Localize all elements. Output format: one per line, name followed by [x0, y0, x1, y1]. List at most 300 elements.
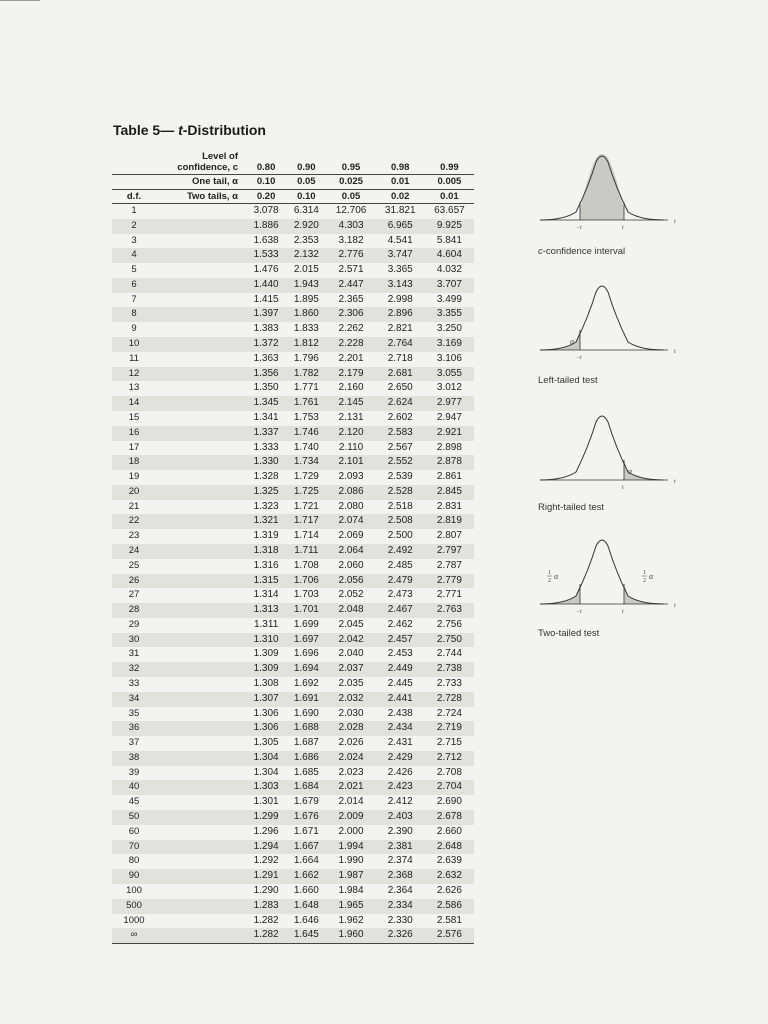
table-row [112, 322, 474, 337]
critical-value-cell: 2.586 [425, 899, 474, 914]
critical-value-cell: 1.319 [253, 530, 279, 542]
table-row [112, 721, 474, 736]
df-cell: 45 [128, 796, 140, 808]
df-cell: 27 [128, 589, 140, 601]
critical-value-cell: 1.323 [253, 500, 279, 512]
two-tailed-caption: Two-tailed test [538, 628, 600, 639]
critical-value-cell: 2.457 [376, 633, 425, 648]
table-row [112, 884, 474, 899]
half-denominator-right: 2 [643, 578, 646, 584]
critical-value-cell: 1.301 [253, 796, 279, 808]
neg-t-label: −t [576, 609, 582, 615]
table-row [112, 204, 474, 219]
critical-value-cell: 1.345 [246, 396, 286, 411]
critical-value-cell: 63.657 [434, 205, 465, 216]
table-row [112, 603, 474, 618]
df-cell: 80 [128, 855, 140, 867]
critical-value-cell: 2.821 [387, 323, 413, 335]
critical-value-cell: 1.476 [253, 264, 279, 276]
critical-value-cell: 1.383 [253, 323, 279, 335]
df-cell: 9 [131, 323, 137, 335]
critical-value-cell: 1.782 [286, 367, 326, 382]
critical-value-cell: 1.699 [293, 618, 319, 630]
critical-value-cell: 1.960 [326, 928, 375, 943]
shaded-right-tail [624, 584, 664, 604]
table-row [112, 352, 474, 367]
df-cell: 50 [112, 810, 156, 825]
critical-value-cell: 1.311 [253, 618, 279, 630]
critical-value-cell: 2.479 [376, 574, 425, 589]
critical-value-cell: 2.145 [326, 396, 375, 411]
critical-value-cell: 1.282 [246, 928, 286, 943]
df-cell: 23 [128, 530, 140, 542]
df-cell: 25 [128, 559, 140, 571]
critical-value-cell: 1.299 [246, 810, 286, 825]
critical-value-cell: 2.896 [376, 307, 425, 322]
critical-value-cell: 1.761 [286, 396, 326, 411]
table-row [112, 795, 474, 810]
critical-value-cell: 2.681 [376, 367, 425, 382]
critical-value-cell: 2.429 [376, 751, 425, 766]
df-cell: 6 [112, 278, 156, 293]
table-row [112, 780, 474, 795]
critical-value-cell: 1.328 [253, 471, 279, 483]
critical-value-cell: 1.746 [286, 426, 326, 441]
critical-value-cell: 2.306 [326, 307, 375, 322]
confidence-label: Level of confidence, c [177, 151, 238, 173]
critical-value-cell: 2.431 [387, 737, 413, 749]
critical-value-cell: 2.110 [338, 441, 364, 453]
critical-value-cell: 2.787 [436, 559, 462, 571]
table-row [112, 736, 474, 751]
critical-value-cell: 1.714 [293, 530, 319, 542]
critical-value-cell: 2.744 [436, 648, 462, 660]
critical-value-cell: 1.833 [293, 323, 319, 335]
df-cell: 20 [112, 485, 156, 500]
critical-value-cell: 1.696 [293, 648, 319, 660]
critical-value-cell: 2.581 [436, 914, 462, 926]
df-cell: 500 [112, 899, 156, 914]
critical-value-cell: 5.841 [436, 234, 462, 246]
table-row [112, 293, 474, 308]
critical-value-cell: 1.660 [293, 884, 319, 896]
critical-value-cell: 1.294 [246, 840, 286, 855]
df-header: d.f. [112, 189, 156, 204]
critical-value-cell: 2.756 [436, 618, 462, 630]
critical-value-cell: 1.725 [286, 485, 326, 500]
table-row [112, 219, 474, 234]
table-row [112, 367, 474, 382]
axis-t-label: t [674, 349, 676, 355]
df-cell: 33 [128, 678, 140, 689]
one-tail-value: 0.01 [376, 175, 425, 190]
critical-value-cell: 1.708 [293, 559, 319, 571]
critical-value-cell: 2.776 [326, 248, 375, 263]
df-cell: 1 [131, 205, 137, 216]
df-cell: 2 [112, 219, 156, 234]
df-cell: 22 [112, 514, 156, 529]
critical-value-cell: 2.552 [376, 455, 425, 470]
critical-value-cell: 2.074 [326, 514, 375, 529]
critical-value-cell: 2.093 [338, 471, 364, 483]
critical-value-cell: 2.037 [326, 662, 375, 677]
table-row [112, 707, 474, 722]
critical-value-cell: 2.040 [338, 648, 364, 660]
critical-value-cell: 2.426 [387, 766, 413, 778]
critical-value-cell: 2.708 [436, 766, 462, 778]
critical-value-cell: 1.304 [253, 766, 279, 778]
critical-value-cell: 2.473 [387, 589, 413, 601]
critical-value-cell: 1.306 [246, 721, 286, 736]
critical-value-cell: 4.604 [425, 248, 474, 263]
critical-value-cell: 2.764 [376, 337, 425, 352]
critical-value-cell: 2.845 [425, 485, 474, 500]
title-suffix: -Distribution [182, 122, 266, 138]
critical-value-cell: 2.132 [286, 248, 326, 263]
one-tail-value: 0.025 [326, 175, 375, 190]
df-cell: 24 [112, 544, 156, 559]
critical-value-cell: 2.771 [436, 589, 462, 601]
critical-value-cell: 2.438 [387, 707, 413, 719]
table-row [112, 766, 474, 781]
header-row-confidence [112, 149, 474, 175]
critical-value-cell: 2.030 [338, 707, 364, 719]
critical-value-cell: 1.638 [253, 234, 279, 246]
df-cell: 12 [112, 367, 156, 382]
critical-value-cell: 2.977 [425, 396, 474, 411]
critical-value-cell: 2.228 [326, 337, 375, 352]
critical-value-cell: 2.576 [425, 928, 474, 943]
critical-value-cell: 1.282 [253, 914, 279, 926]
critical-value-cell: 1.305 [253, 737, 279, 749]
critical-value-cell: 2.390 [387, 825, 413, 837]
critical-value-cell: 2.626 [436, 884, 462, 896]
critical-value-cell: 1.706 [286, 574, 326, 589]
critical-value-cell: 1.943 [286, 278, 326, 293]
critical-value-cell: 2.015 [293, 264, 319, 276]
critical-value-cell: 2.086 [326, 485, 375, 500]
critical-value-cell: 2.779 [425, 574, 474, 589]
df-cell: ∞ [112, 928, 156, 943]
half-numerator-left: 1 [548, 570, 551, 576]
critical-value-cell: 1.684 [286, 780, 326, 795]
table-row [112, 692, 474, 707]
critical-value-cell: 1.697 [286, 633, 326, 648]
critical-value-cell: 2.453 [387, 648, 413, 660]
critical-value-cell: 2.449 [376, 662, 425, 677]
critical-value-cell: 2.069 [338, 530, 364, 542]
two-tails-value: 0.10 [286, 189, 326, 204]
t-distribution-table [112, 149, 474, 944]
neg-t-label: −t [576, 355, 582, 360]
right-tailed-diagram [536, 408, 686, 490]
critical-value-cell: 1.895 [293, 293, 319, 305]
table-row [112, 337, 474, 352]
critical-value-cell: 3.169 [425, 337, 474, 352]
confidence-caption: c-confidence interval [538, 246, 626, 257]
confidence-interval-diagram [536, 148, 686, 230]
critical-value-cell: 2.026 [338, 737, 364, 749]
critical-value-cell: 3.355 [425, 307, 474, 322]
critical-value-cell: 1.734 [286, 455, 326, 470]
half-denominator-left: 2 [548, 578, 551, 584]
df-cell: 38 [112, 751, 156, 766]
critical-value-cell: 2.738 [425, 662, 474, 677]
critical-value-cell: 2.715 [436, 737, 462, 749]
critical-value-cell: 2.648 [425, 840, 474, 855]
table-row [112, 677, 474, 692]
critical-value-cell: 2.602 [387, 411, 413, 423]
critical-value-cell: 2.374 [387, 855, 413, 867]
df-cell: 60 [128, 825, 140, 837]
critical-value-cell: 2.733 [436, 678, 462, 689]
two-tails-value: 0.05 [326, 189, 375, 204]
table-row [112, 647, 474, 662]
critical-value-cell: 2.021 [326, 780, 375, 795]
critical-value-cell: 1.990 [338, 855, 364, 867]
critical-value-cell: 2.467 [376, 603, 425, 618]
critical-value-cell: 2.441 [376, 692, 425, 707]
left-tailed-caption: Left-tailed test [538, 375, 598, 386]
critical-value-cell: 1.341 [253, 411, 279, 423]
critical-value-cell: 2.056 [326, 574, 375, 589]
critical-value-cell: 2.131 [338, 411, 364, 423]
confidence-value: 0.90 [297, 162, 316, 173]
table-row [112, 559, 474, 574]
critical-value-cell: 1.306 [253, 707, 279, 719]
critical-value-cell: 1.315 [246, 574, 286, 589]
critical-value-cell: 2.485 [387, 559, 413, 571]
critical-value-cell: 12.706 [335, 205, 367, 216]
critical-value-cell: 1.703 [293, 589, 319, 601]
critical-value-cell: 1.397 [246, 307, 286, 322]
table-row [112, 544, 474, 559]
critical-value-cell: 2.353 [293, 234, 319, 246]
critical-value-cell: 2.528 [376, 485, 425, 500]
confidence-value: 0.98 [390, 162, 410, 173]
critical-value-cell: 2.048 [326, 603, 375, 618]
table-row [112, 278, 474, 293]
df-cell: 37 [128, 737, 140, 749]
critical-value-cell: 2.101 [326, 455, 375, 470]
critical-value-cell: 2.381 [376, 840, 425, 855]
critical-value-cell: 1.796 [293, 352, 319, 364]
critical-value-cell: 3.747 [376, 248, 425, 263]
critical-value-cell: 1.304 [246, 751, 286, 766]
critical-value-cell: 1.314 [253, 589, 279, 601]
df-cell: 3 [131, 234, 137, 246]
df-cell: 19 [128, 471, 140, 483]
critical-value-cell: 2.878 [425, 455, 474, 470]
critical-value-cell: 2.624 [376, 396, 425, 411]
table-row [112, 914, 474, 929]
critical-value-cell: 1.292 [253, 855, 279, 867]
critical-value-cell: 2.334 [376, 899, 425, 914]
critical-value-cell: 6.965 [376, 219, 425, 234]
right-tailed-caption: Right-tailed test [538, 502, 605, 513]
critical-value-cell: 1.325 [246, 485, 286, 500]
df-cell: 35 [128, 707, 140, 719]
critical-value-cell: 2.920 [286, 219, 326, 234]
table-row [112, 588, 474, 603]
critical-value-cell: 2.508 [376, 514, 425, 529]
confidence-value: 0.95 [341, 162, 361, 173]
critical-value-cell: 4.032 [436, 264, 462, 276]
table-row [112, 899, 474, 914]
confidence-value: 0.80 [256, 162, 276, 173]
table-row [112, 840, 474, 855]
df-cell: 30 [112, 633, 156, 648]
critical-value-cell: 4.541 [387, 234, 413, 246]
df-cell: 32 [112, 662, 156, 677]
df-cell: 17 [128, 441, 140, 453]
critical-value-cell: 3.182 [338, 234, 364, 246]
df-cell: 13 [128, 382, 140, 394]
pos-t-label: t [622, 609, 624, 615]
df-cell: 11 [129, 352, 139, 364]
table-row [112, 662, 474, 677]
df-cell: 36 [112, 721, 156, 736]
header-row-one-tail [112, 175, 474, 190]
table-row [112, 514, 474, 529]
critical-value-cell: 1.303 [246, 780, 286, 795]
critical-value-cell: 2.690 [436, 796, 462, 808]
critical-value-cell: 2.403 [376, 810, 425, 825]
critical-value-cell: 1.440 [246, 278, 286, 293]
df-cell: 5 [131, 264, 137, 276]
critical-value-cell: 2.462 [387, 618, 413, 630]
df-cell: 26 [112, 574, 156, 589]
critical-value-cell: 1.711 [286, 544, 326, 559]
critical-value-cell: 1.721 [293, 500, 319, 512]
one-tail-value: 0.005 [425, 175, 474, 190]
bell-curve [540, 416, 664, 480]
axis-t-label: t [674, 479, 676, 485]
critical-value-cell: 2.718 [387, 352, 413, 364]
two-tails-value: 0.20 [246, 189, 286, 204]
critical-value-cell: 1.308 [253, 678, 279, 689]
critical-value-cell: 1.860 [286, 307, 326, 322]
df-cell: 39 [128, 766, 140, 778]
critical-value-cell: 1.691 [286, 692, 326, 707]
critical-value-cell: 2.045 [338, 618, 364, 630]
table-row [112, 307, 474, 322]
critical-value-cell: 1.729 [293, 471, 319, 483]
critical-value-cell: 2.921 [425, 426, 474, 441]
critical-value-cell: 1.701 [286, 603, 326, 618]
critical-value-cell: 2.368 [376, 869, 425, 884]
critical-value-cell: 1.694 [286, 662, 326, 677]
critical-value-cell: 2.330 [387, 914, 413, 926]
page-edge-line [0, 0, 40, 1]
critical-value-cell: 2.028 [326, 721, 375, 736]
critical-value-cell: 1.717 [286, 514, 326, 529]
table-row [112, 751, 474, 766]
critical-value-cell: 2.423 [376, 780, 425, 795]
critical-value-cell: 1.886 [246, 219, 286, 234]
critical-value-cell: 3.055 [425, 367, 474, 382]
critical-value-cell: 1.965 [326, 899, 375, 914]
df-cell: 70 [112, 840, 156, 855]
critical-value-cell: 1.356 [246, 367, 286, 382]
critical-value-cell: 2.064 [326, 544, 375, 559]
header-row-two-tails [112, 189, 474, 204]
critical-value-cell: 1.686 [286, 751, 326, 766]
critical-value-cell: 1.685 [293, 766, 319, 778]
critical-value-cell: 2.678 [425, 810, 474, 825]
critical-value-cell: 9.925 [425, 219, 474, 234]
critical-value-cell: 2.797 [425, 544, 474, 559]
axis-t-label: t [674, 219, 676, 225]
critical-value-cell: 2.831 [436, 500, 462, 512]
alpha-label: α [628, 467, 633, 476]
table-body [112, 204, 474, 944]
one-tail-value: 0.05 [286, 175, 326, 190]
table-row [112, 426, 474, 441]
critical-value-cell: 3.143 [376, 278, 425, 293]
table-row [112, 455, 474, 470]
two-tailed-diagram [536, 532, 686, 618]
critical-value-cell: 2.660 [436, 825, 462, 837]
critical-value-cell: 3.250 [436, 323, 462, 335]
critical-value-cell: 1.676 [286, 810, 326, 825]
df-cell: 21 [128, 500, 140, 512]
critical-value-cell: 3.012 [436, 382, 462, 394]
critical-value-cell: 3.707 [425, 278, 474, 293]
df-cell: 40 [112, 780, 156, 795]
critical-value-cell: 2.179 [326, 367, 375, 382]
critical-value-cell: 2.712 [425, 751, 474, 766]
critical-value-cell: 1.753 [293, 411, 319, 423]
one-tail-value: 0.10 [246, 175, 286, 190]
critical-value-cell: 4.303 [326, 219, 375, 234]
table-row [112, 825, 474, 840]
critical-value-cell: 3.365 [387, 264, 413, 276]
critical-value-cell: 2.571 [338, 264, 364, 276]
pos-t-label: t [622, 485, 624, 490]
critical-value-cell: 1.313 [246, 603, 286, 618]
critical-value-cell: 2.724 [436, 707, 462, 719]
critical-value-cell: 2.000 [338, 825, 364, 837]
alpha-label: α [570, 337, 575, 346]
table-row [112, 396, 474, 411]
critical-value-cell: 2.365 [338, 293, 364, 305]
critical-value-cell: 6.314 [293, 205, 319, 216]
critical-value-cell: 2.447 [326, 278, 375, 293]
critical-value-cell: 2.750 [425, 633, 474, 648]
left-tailed-diagram [536, 278, 686, 360]
table-row [112, 869, 474, 884]
table-row [112, 381, 474, 396]
table-row [112, 441, 474, 456]
critical-value-cell: 1.309 [253, 648, 279, 660]
df-cell: 34 [112, 692, 156, 707]
table-row [112, 500, 474, 515]
critical-value-cell: 2.998 [387, 293, 413, 305]
critical-value-cell: 31.821 [384, 205, 416, 216]
critical-value-cell: 1.690 [293, 707, 319, 719]
critical-value-cell: 2.719 [425, 721, 474, 736]
critical-value-cell: 1.318 [246, 544, 286, 559]
df-cell: 4 [112, 248, 156, 263]
critical-value-cell: 1.307 [246, 692, 286, 707]
bell-curve [540, 286, 664, 350]
critical-value-cell: 2.500 [387, 530, 413, 542]
shaded-left-tail [540, 584, 580, 604]
critical-value-cell: 2.807 [436, 530, 462, 542]
df-cell: 100 [126, 884, 142, 896]
critical-value-cell: 2.639 [436, 855, 462, 867]
